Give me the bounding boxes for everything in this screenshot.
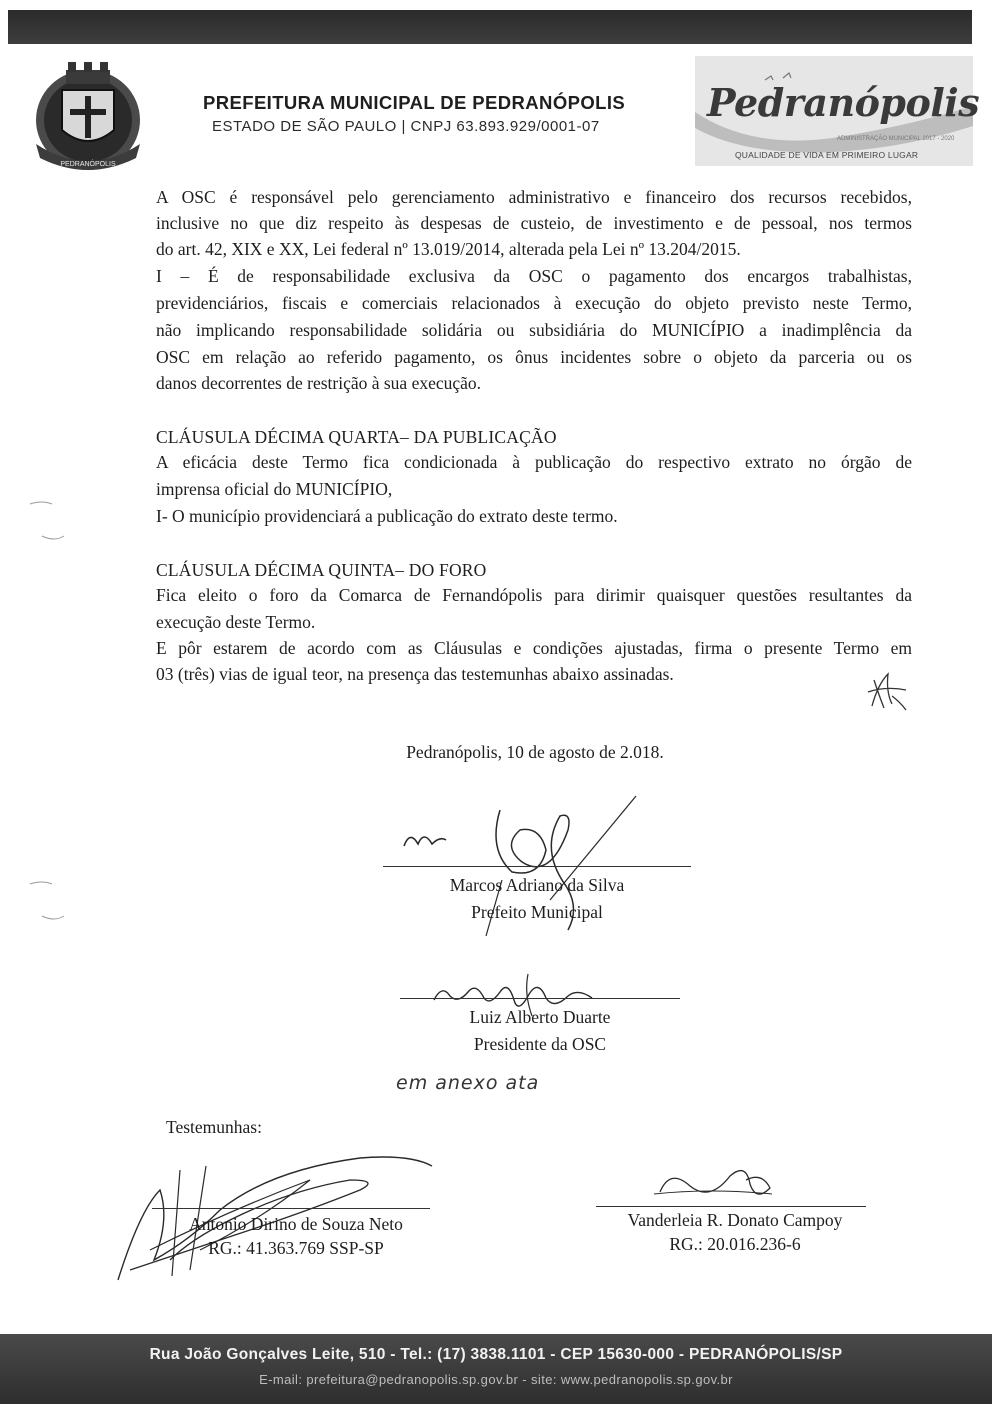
paragraph-line: execução deste Termo.: [156, 612, 316, 632]
footer-contact: E-mail: prefeitura@pedranopolis.sp.gov.br - site: www.pedranopolis.sp.gov.br: [259, 1372, 733, 1387]
page-title: PREFEITURA MUNICIPAL DE PEDRANÓPOLIS: [203, 92, 626, 113]
initials-mark: [862, 668, 912, 712]
president-signature-line: [400, 998, 680, 999]
mayor-role: Prefeito Municipal: [471, 902, 603, 922]
witness2-signature: [650, 1158, 780, 1208]
witness2-id: RG.: 20.016.236-6: [669, 1234, 801, 1254]
date-line: Pedranópolis, 10 de agosto de 2.018.: [406, 742, 664, 762]
witness1-signature-line: [152, 1208, 430, 1209]
punch-mark-icon: [26, 880, 66, 924]
top-scan-border: [8, 10, 972, 44]
witnesses-label: Testemunhas:: [166, 1117, 262, 1137]
city-logo: [695, 56, 980, 166]
paragraph-line: inclusive no que diz respeito às despesas de custeio, de investimento e de pessoal, nos termos: [156, 213, 912, 233]
paragraph-line: I- O município providenciará a publicação do extrato deste termo.: [156, 506, 618, 526]
svg-text:PEDRANÓPOLIS: PEDRANÓPOLIS: [60, 161, 116, 168]
logo-admin-text: ADMINISTRAÇÃO MUNICIPAL 2017 - 2020: [837, 136, 955, 142]
paragraph-line: danos decorrentes de restrição à sua execução.: [156, 373, 482, 393]
paragraph-line: do art. 42, XIX e XX, Lei federal nº 13.019/2014, alterada pela Lei nº 13.204/2015.: [156, 239, 741, 259]
witness1-name: Antonio Dirino de Souza Neto: [189, 1214, 403, 1234]
paragraph-line: A eficácia deste Termo fica condicionada à publicação do respectivo extrato no órgão de: [156, 452, 912, 472]
paragraph-line: E pôr estarem de acordo com as Cláusulas e condições ajustadas, firma o presente Termo em: [156, 638, 912, 658]
logo-wordmark: Pedranópolis: [707, 80, 980, 125]
punch-mark-icon: [26, 500, 66, 544]
logo-tagline: QUALIDADE DE VIDA EM PRIMEIRO LUGAR: [735, 150, 919, 160]
paragraph-line: imprensa oficial do MUNICÍPIO,: [156, 479, 393, 499]
handwritten-note: em anexo ata: [396, 1072, 540, 1094]
paragraph-line: previdenciários, fiscais e comerciais relacionados à execução do objeto previsto neste Termo,: [156, 293, 912, 313]
mayor-signature-line: [383, 866, 691, 867]
paragraph-line: Fica eleito o foro da Comarca de Fernandópolis para dirimir quaisquer questões resultantes da: [156, 585, 912, 605]
witness1-id: RG.: 41.363.769 SSP-SP: [208, 1238, 384, 1258]
paragraph-line: 03 (três) vias de igual teor, na presença das testemunhas abaixo assinadas.: [156, 664, 674, 684]
clause-heading: CLÁUSULA DÉCIMA QUINTA– DO FORO: [156, 560, 487, 580]
paragraph-line: A OSC é responsável pelo gerenciamento administrativo e financeiro dos recursos recebidos,: [156, 187, 912, 207]
witness2-name: Vanderleia R. Donato Campoy: [627, 1210, 843, 1230]
footer-bar: [0, 1334, 992, 1404]
letterhead: [0, 52, 992, 172]
municipal-crest-icon: [32, 60, 144, 178]
president-name: Luiz Alberto Duarte: [469, 1007, 611, 1027]
clause-heading: CLÁUSULA DÉCIMA QUARTA– DA PUBLICAÇÃO: [156, 427, 557, 447]
page-subtitle: ESTADO DE SÃO PAULO | CNPJ 63.893.929/0001-07: [212, 118, 600, 135]
president-role: Presidente da OSC: [473, 1034, 607, 1054]
footer-address: Rua João Gonçalves Leite, 510 - Tel.: (17) 3838.1101 - CEP 15630-000 - PEDRANÓPOLIS/SP: [149, 1346, 843, 1363]
paragraph-line: não implicando responsabilidade solidária ou subsidiária do MUNICÍPIO a inadimplência da: [156, 320, 912, 340]
paragraph-line: OSC em relação ao referido pagamento, os ônus incidentes sobre o objeto da parceria ou os: [156, 347, 912, 367]
paragraph-line: I – É de responsabilidade exclusiva da OSC o pagamento dos encargos trabalhistas,: [156, 266, 912, 286]
witness2-signature-line: [596, 1206, 866, 1207]
mayor-name: Marcos Adriano da Silva: [449, 875, 625, 895]
